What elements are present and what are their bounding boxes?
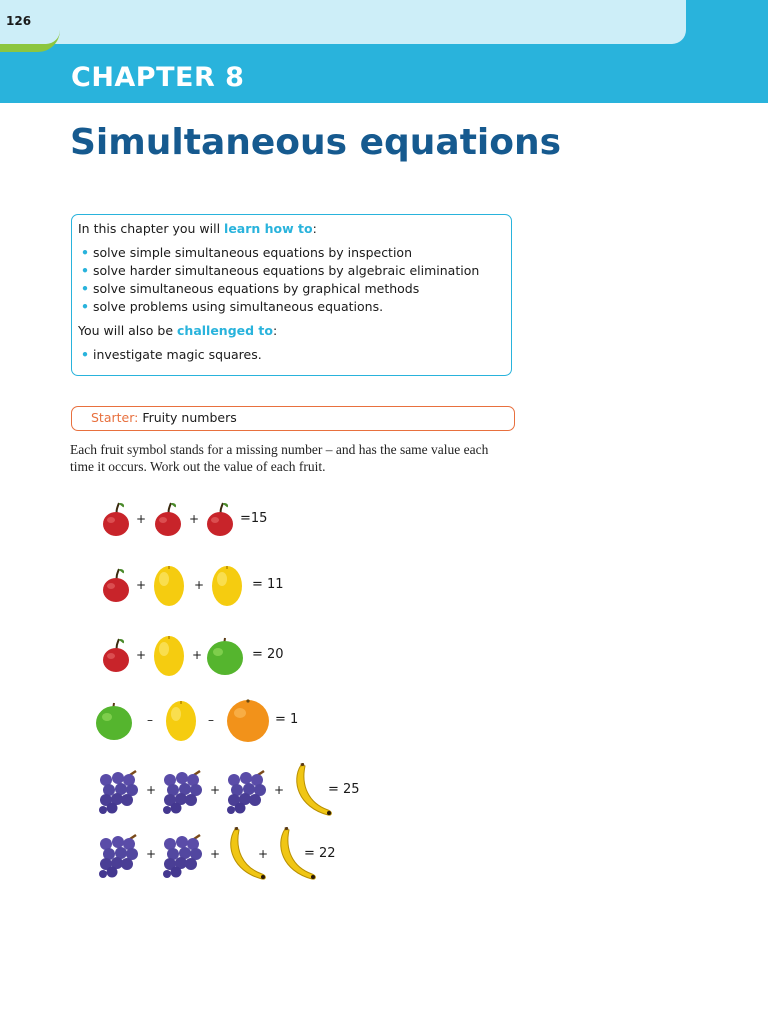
page-title: Simultaneous equations [70,122,562,163]
plus-sign: + [136,512,147,526]
plus-sign: + [194,578,205,592]
lemon-icon [164,699,198,743]
grapes-icon [160,832,206,878]
starter-label: Starter: [91,410,139,425]
equation-result: = 25 [328,782,360,797]
equation-result: = 20 [252,647,284,662]
challenge-list [78,346,511,364]
equation-result: =15 [240,511,268,526]
objective-item: • solve harder simultaneous equations by algebraic elimination [78,262,511,280]
cherry-icon [204,500,237,540]
plus-sign: + [274,783,285,797]
chapter-label: CHAPTER 8 [71,62,245,93]
cherry-icon [100,500,133,540]
plus-sign: + [210,847,221,861]
minus-sign: – [147,713,153,727]
cherry-icon [100,636,133,676]
cherry-icon [100,566,133,606]
plus-sign: + [210,783,221,797]
objective-item: • solve simple simultaneous equations by inspection [78,244,511,262]
plus-sign: + [189,512,200,526]
cherry-icon [152,500,185,540]
apple-icon [95,701,133,741]
learn-how-to-highlight: learn how to [224,221,313,236]
challenge-intro-text: You will also be [78,323,174,338]
challenged-to-highlight: challenged to [177,323,273,338]
plus-sign: + [136,648,147,662]
plus-sign: + [192,648,203,662]
plus-sign: + [258,847,269,861]
objectives-intro [78,220,511,238]
objective-item: • solve simultaneous equations by graphical methods [78,280,511,298]
plus-sign: + [146,847,157,861]
minus-sign: – [208,713,214,727]
starter-instructions: Each fruit symbol stands for a missing number – and has the same value each time it occurs. Work out the value of each fruit. [70,442,489,474]
plus-sign: + [136,578,147,592]
objectives-intro-suffix: : [312,221,317,236]
objectives-box [71,214,512,376]
lemon-icon [152,634,186,678]
challenge-intro [78,322,511,340]
apple-icon [206,636,244,676]
objective-item: • solve problems using simultaneous equations. [78,298,511,316]
challenge-item: • investigate magic squares. [78,346,511,364]
grapes-icon [96,832,142,878]
equation-result: = 1 [275,712,299,727]
lemon-icon [210,564,244,608]
page-number: 126 [6,14,32,28]
equation-result: = 22 [304,846,336,861]
equation-result: = 11 [252,577,284,592]
starter-title: Fruity numbers [142,410,237,425]
grapes-icon [160,768,206,814]
orange-icon [226,699,270,743]
header-tab [0,0,686,44]
objectives-intro-text: In this chapter you will [78,221,221,236]
objectives-list [78,244,511,316]
grapes-icon [96,768,142,814]
grapes-icon [224,768,270,814]
lemon-icon [152,564,186,608]
plus-sign: + [146,783,157,797]
challenge-intro-suffix: : [273,323,278,338]
starter-box [71,406,515,431]
